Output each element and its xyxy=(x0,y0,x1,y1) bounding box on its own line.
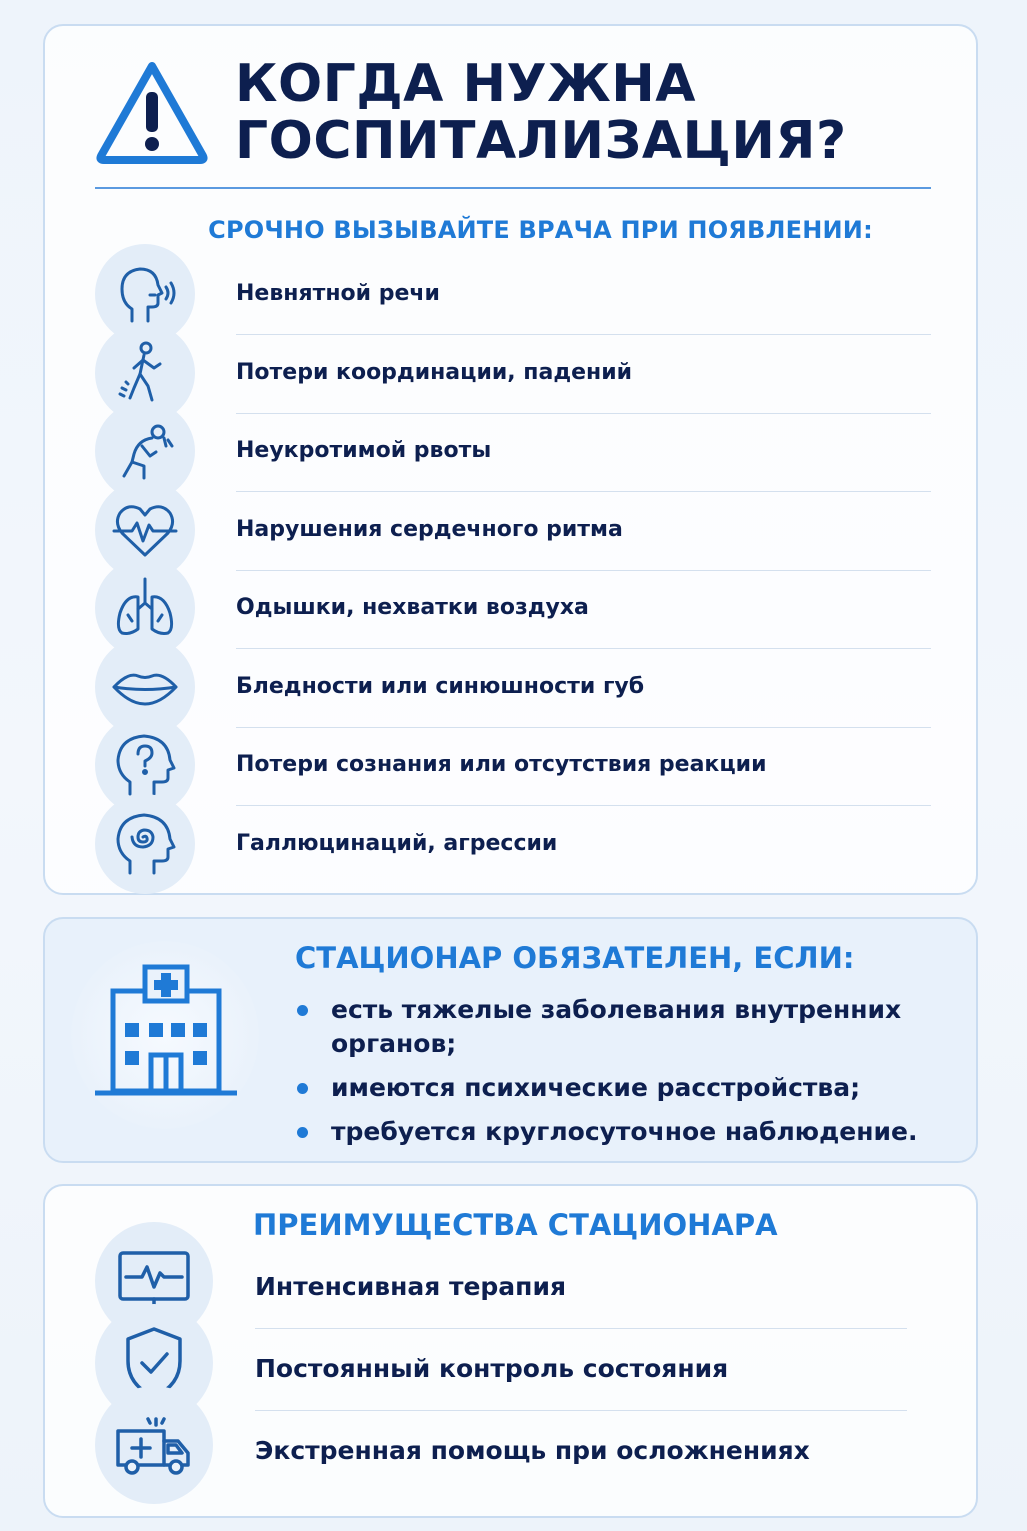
speech-icon xyxy=(110,259,180,329)
symptoms-card xyxy=(43,24,978,895)
list-item xyxy=(95,1386,907,1468)
falling-person-icon xyxy=(110,338,180,408)
hospital-section-title: СТАЦИОНАР ОБЯЗАТЕЛЕН, ЕСЛИ: xyxy=(295,941,855,975)
heart-rhythm-icon xyxy=(110,495,180,565)
symptom-label: Бледности или синюшности губ xyxy=(236,673,645,699)
list-item xyxy=(95,794,931,873)
list-item xyxy=(95,637,931,716)
lips-icon xyxy=(110,652,180,722)
hospital-building-icon xyxy=(91,961,241,1101)
title-divider xyxy=(95,187,931,189)
ambulance-icon xyxy=(112,1403,196,1487)
list-item xyxy=(95,1304,907,1386)
advantage-label: Интенсивная терапия xyxy=(255,1272,567,1301)
symptom-label: Потери координации, падений xyxy=(236,359,633,385)
list-item xyxy=(95,401,931,480)
list-item xyxy=(95,244,931,323)
condition-list xyxy=(297,993,937,1159)
page-title xyxy=(235,56,847,170)
list-item xyxy=(95,1222,907,1304)
hospital-required-card xyxy=(43,917,978,1163)
symptom-list xyxy=(95,244,931,872)
symptom-label: Нарушения сердечного ритма xyxy=(236,516,623,542)
head-question-icon xyxy=(110,730,180,800)
advantages-section-title: ПРЕИМУЩЕСТВА СТАЦИОНАРА xyxy=(253,1208,778,1242)
condition-item: требуется круглосуточное наблюдение. xyxy=(297,1115,937,1149)
advantage-label: Экстренная помощь при осложнениях xyxy=(255,1436,810,1465)
symptom-label: Галлюцинаций, агрессии xyxy=(236,830,558,856)
advantages-card xyxy=(43,1184,978,1518)
list-item xyxy=(95,715,931,794)
list-item xyxy=(95,480,931,559)
list-item xyxy=(95,558,931,637)
condition-item: есть тяжелые заболевания внутренних органов; xyxy=(297,993,937,1061)
warning-icon xyxy=(95,60,209,164)
symptom-label: Невнятной речи xyxy=(236,281,440,306)
head-spiral-icon xyxy=(110,809,180,879)
header xyxy=(95,56,935,176)
title-line-2: ГОСПИТАЛИЗАЦИЯ? xyxy=(235,111,847,171)
symptom-label: Неукротимой рвоты xyxy=(236,438,492,463)
symptoms-subtitle: СРОЧНО ВЫЗЫВАЙТЕ ВРАЧА ПРИ ПОЯВЛЕНИИ: xyxy=(208,216,873,244)
lungs-icon xyxy=(110,573,180,643)
condition-item: имеются психические расстройства; xyxy=(297,1071,937,1105)
vomiting-person-icon xyxy=(110,416,180,486)
symptom-label: Потери сознания или отсутствия реакции xyxy=(236,752,767,777)
advantage-label: Постоянный контроль состояния xyxy=(255,1354,729,1383)
title-line-1: КОГДА НУЖНА xyxy=(235,54,697,114)
symptom-label: Одышки, нехватки воздуха xyxy=(236,595,589,620)
advantages-list xyxy=(95,1222,907,1468)
list-item xyxy=(95,323,931,402)
